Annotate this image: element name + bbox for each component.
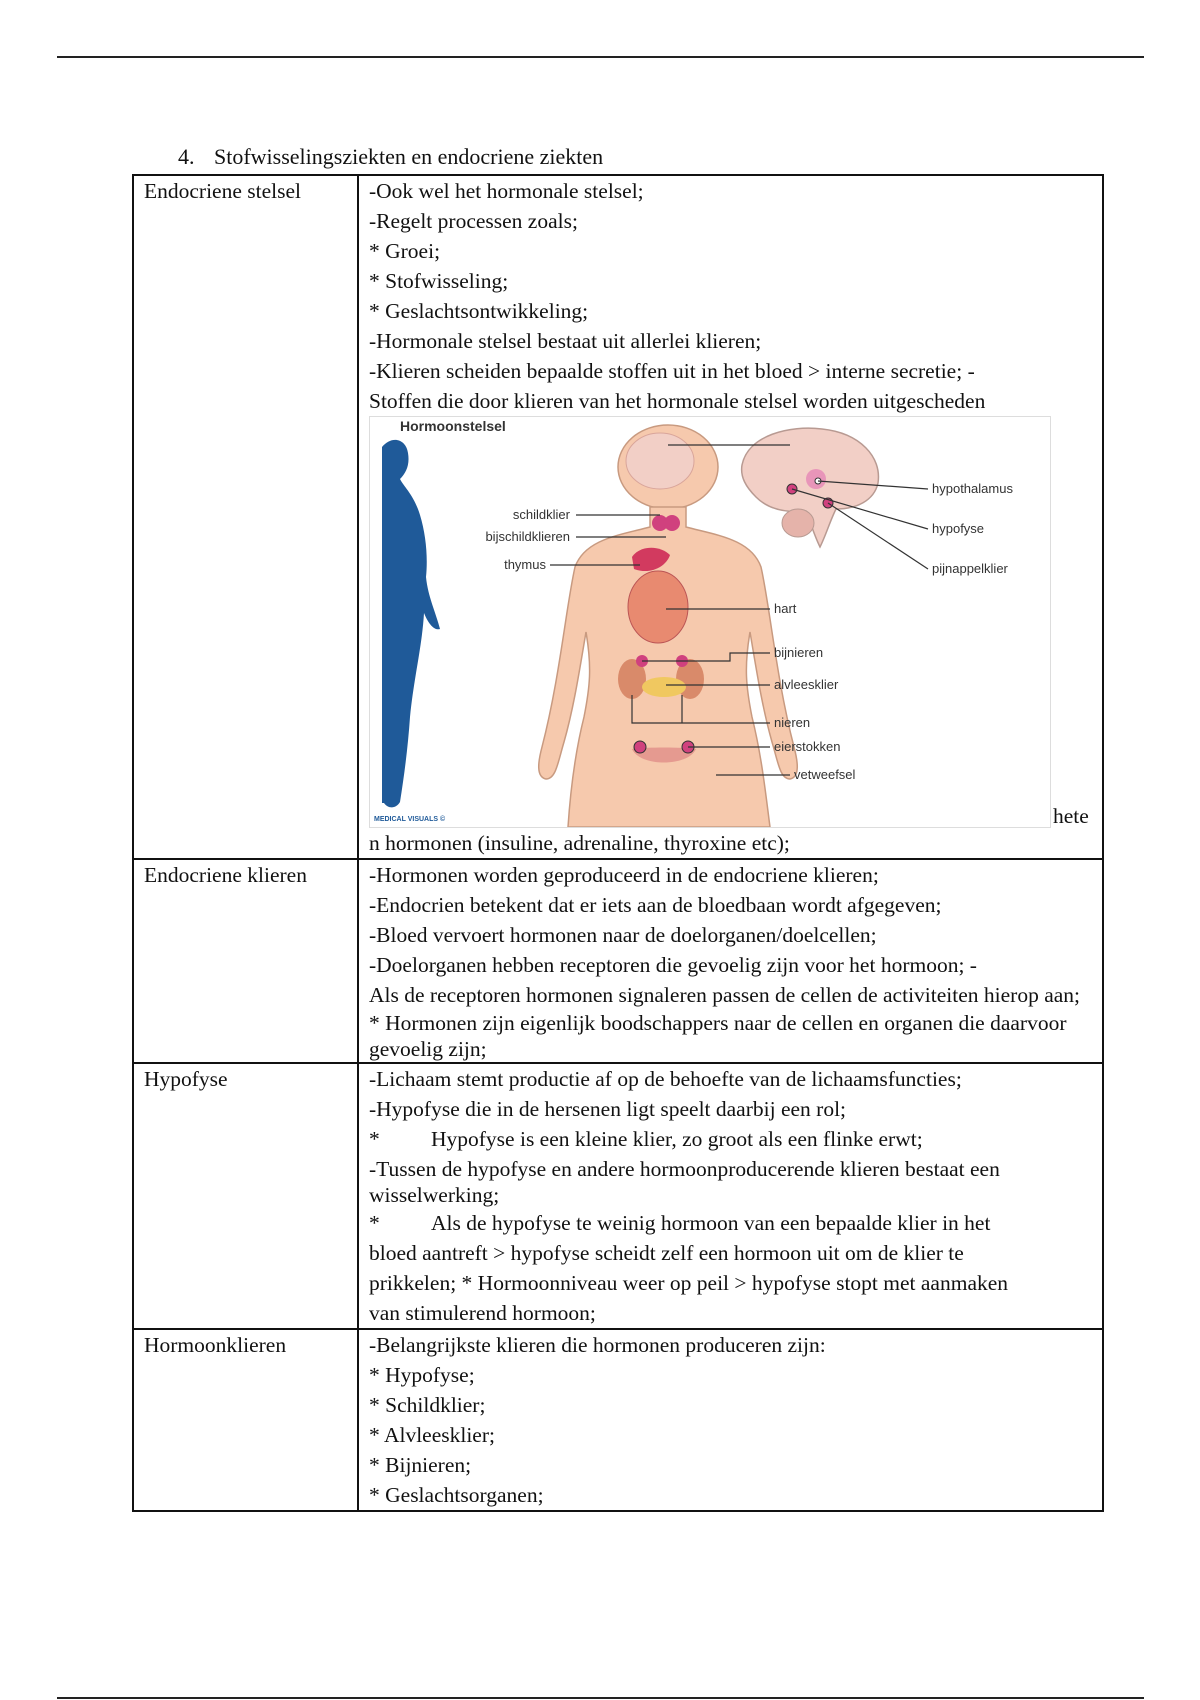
label-thymus: thymus	[504, 557, 546, 572]
table-row	[133, 859, 1103, 1063]
text-line: -Bloed vervoert hormonen naar de doelorganen/doelcellen;	[369, 923, 877, 947]
bullet: *	[369, 1127, 380, 1151]
text-line: prikkelen; * Hormoonniveau weer op peil > hypofyse stopt met aanmaken	[369, 1271, 1009, 1295]
label-hypothalamus: hypothalamus	[932, 481, 1013, 496]
bullet-line	[369, 1124, 1092, 1154]
brain-figure	[742, 428, 879, 547]
text-line: Als de receptoren hormonen signaleren passen de cellen de activiteiten hierop aan;	[369, 983, 1081, 1007]
text-line: -Hormonale stelsel bestaat uit allerlei klieren;	[369, 329, 762, 353]
text-line: Stoffen die door klieren van het hormonale stelsel worden uitgescheden	[369, 389, 986, 413]
text-line: * Geslachtsorganen;	[369, 1483, 544, 1507]
text-line: * Hormonen zijn eigenlijk boodschappers naar de cellen en organen die daarvoor gevoelig zijn;	[369, 1011, 1067, 1061]
text-line: * Alvleesklier;	[369, 1423, 495, 1447]
row-label: Endocriene stelsel	[133, 175, 358, 859]
body-silhouette	[382, 440, 440, 807]
text-line: n hormonen (insuline, adrenaline, thyroxine etc);	[369, 831, 790, 855]
row-content	[358, 859, 1103, 1063]
label-bijnieren: bijnieren	[774, 645, 824, 660]
text-line: -Hormonen worden geproduceerd in de endocriene klieren;	[369, 863, 879, 887]
row-content	[358, 175, 1103, 859]
text-fragment: hete	[1053, 804, 1089, 828]
bullet-line	[369, 1208, 1092, 1238]
hormone-system-figure	[369, 416, 1051, 828]
text-line: -Doelorganen hebben receptoren die gevoelig zijn voor het hormoon; -	[369, 953, 977, 977]
label-bijschildklieren: bijschildklieren	[485, 529, 570, 544]
figure-credit: MEDICAL VISUALS ©	[374, 816, 446, 823]
table-row	[133, 1063, 1103, 1329]
section-title: Stofwisselingsziekten en endocriene ziekten	[214, 144, 604, 169]
table-row	[133, 1329, 1103, 1511]
row-content	[358, 1063, 1103, 1329]
text-line: -Klieren scheiden bepaalde stoffen uit in het bloed > interne secretie; -	[369, 359, 975, 383]
text-line: * Geslachtsontwikkeling;	[369, 299, 589, 323]
text-line: -Hypofyse die in de hersenen ligt speelt daarbij een rol;	[369, 1097, 847, 1121]
row-label: Endocriene klieren	[133, 859, 358, 1063]
row-label: Hypofyse	[133, 1063, 358, 1329]
text-line: bloed aantreft > hypofyse scheidt zelf een hormoon uit om de klier te	[369, 1241, 964, 1265]
section-heading	[178, 144, 603, 170]
bullet-text: Hypofyse is een kleine klier, zo groot als een flinke erwt;	[431, 1127, 923, 1151]
label-vetweefsel: vetweefsel	[794, 767, 856, 782]
text-line: -Endocrien betekent dat er iets aan de bloedbaan wordt afgegeven;	[369, 893, 942, 917]
text-line: * Stofwisseling;	[369, 269, 509, 293]
text-line: -Belangrijkste klieren die hormonen produceren zijn:	[369, 1333, 826, 1357]
label-pijnappelklier: pijnappelklier	[932, 561, 1008, 576]
row-content	[358, 1329, 1103, 1511]
text-line: * Groei;	[369, 239, 441, 263]
content-table	[132, 174, 1104, 1512]
bullet-text: Als de hypofyse te weinig hormoon van een bepaalde klier in het	[431, 1211, 991, 1235]
text-line: * Bijnieren;	[369, 1453, 472, 1477]
text-line: -Lichaam stemt productie af op de behoefte van de lichaamsfuncties;	[369, 1067, 962, 1091]
footer-rule	[57, 1697, 1144, 1699]
text-line: van stimulerend hormoon;	[369, 1301, 596, 1325]
text-line: -Ook wel het hormonale stelsel;	[369, 179, 644, 203]
label-hart: hart	[774, 601, 797, 616]
label-nieren: nieren	[774, 715, 811, 730]
bullet: *	[369, 1211, 380, 1235]
figure-title: Hormoonstelsel	[400, 418, 506, 434]
text-line: -Regelt processen zoals;	[369, 209, 578, 233]
label-schildklier: schildklier	[512, 507, 570, 522]
text-line: -Tussen de hypofyse en andere hormoonproducerende klieren bestaat een wisselwerking;	[369, 1157, 1000, 1207]
text-line: * Schildklier;	[369, 1393, 486, 1417]
label-alvleesklier: alvleesklier	[774, 677, 839, 692]
text-line: * Hypofyse;	[369, 1363, 475, 1387]
label-eierstokken: eierstokken	[774, 739, 841, 754]
header-rule	[57, 56, 1144, 58]
label-hypofyse: hypofyse	[932, 521, 985, 536]
section-number: 4.	[178, 144, 195, 169]
table-row	[133, 175, 1103, 859]
row-label: Hormoonklieren	[133, 1329, 358, 1511]
